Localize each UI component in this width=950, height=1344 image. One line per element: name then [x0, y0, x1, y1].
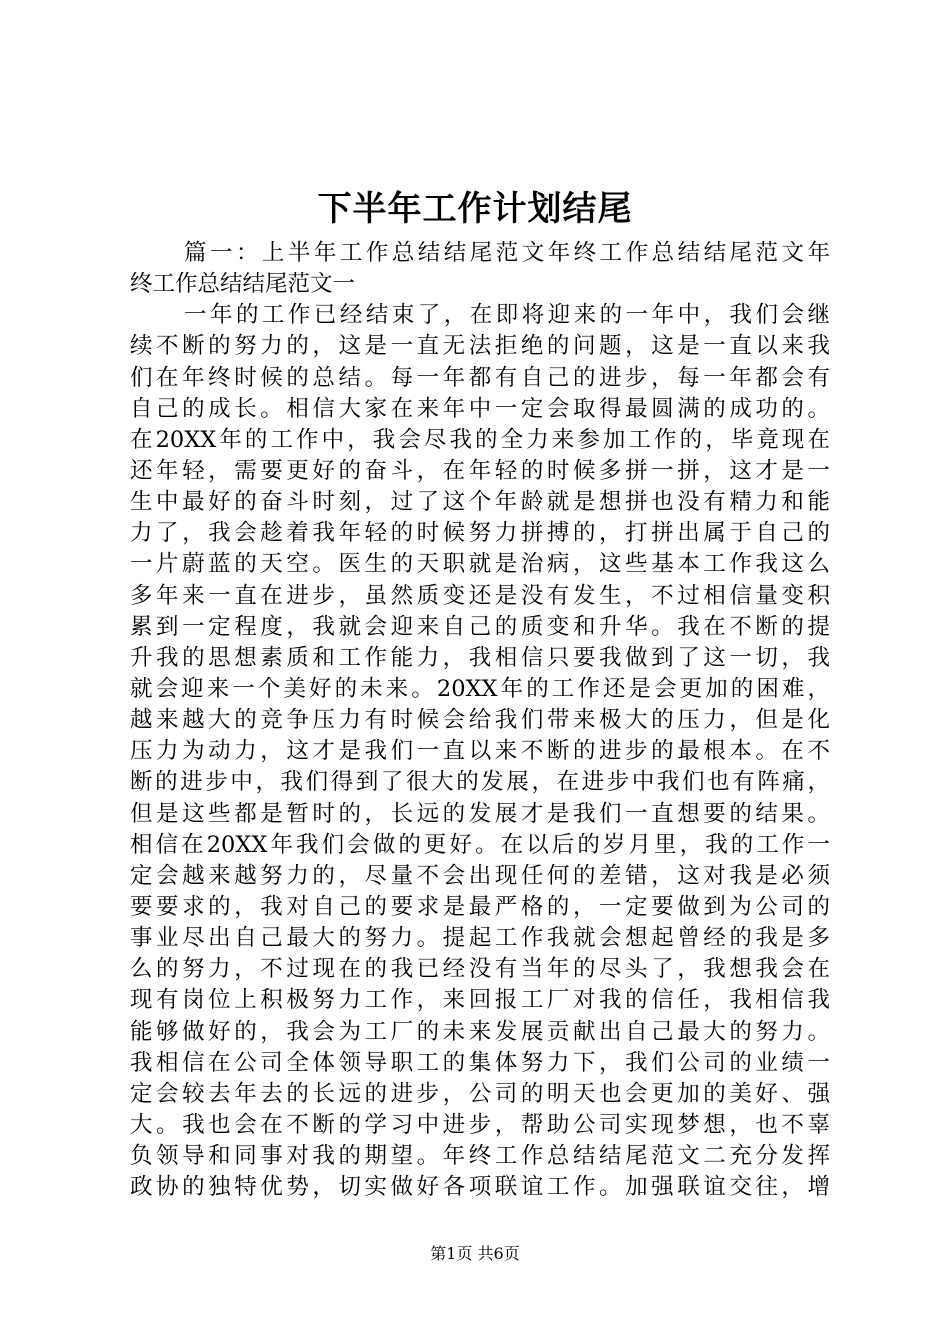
- body-line: 但是这些都是暂时的，长远的发展才是我们一直想要的结果。: [130, 800, 830, 827]
- body-line: 现有岗位上积极努力工作，来回报工厂对我的信任，我相信我: [130, 987, 830, 1014]
- body-line: 篇一：上半年工作总结结尾范文年终工作总结结尾范文年: [184, 240, 830, 266]
- page-footer: 第1页 共6页: [430, 1244, 520, 1263]
- body-line: 么的努力，不过现在的我已经没有当年的尽头了，我想我会在: [130, 956, 830, 983]
- body-line: 终工作总结结尾范文一: [130, 271, 356, 298]
- body-line: 生中最好的奋斗时刻，过了这个年龄就是想拼也没有精力和能: [130, 489, 830, 516]
- body-line: 政协的独特优势，切实做好各项联谊工作。加强联谊交往，增: [130, 1174, 830, 1201]
- body-line: 大。我也会在不断的学习中进步，帮助公司实现梦想，也不辜: [130, 1111, 830, 1138]
- body-line: 一年的工作已经结束了，在即将迎来的一年中，我们会继: [184, 302, 830, 329]
- body-line: 力了，我会趁着我年轻的时候努力拼搏的，打拼出属于自己的: [130, 520, 830, 547]
- body-line: 自己的成长。相信大家在来年中一定会取得最圆满的成功的。: [130, 395, 830, 422]
- body-line: 多年来一直在进步，虽然质变还是没有发生，不过相信量变积: [130, 582, 830, 609]
- body-line: 一片蔚蓝的天空。医生的天职就是治病，这些基本工作我这么: [130, 551, 830, 578]
- body-line: 们在年终时候的总结。每一年都有自己的进步，每一年都会有: [130, 364, 830, 391]
- body-line: 累到一定程度，我就会迎来自己的质变和升华。我在不断的提: [130, 613, 830, 640]
- body-line: 负领导和同事对我的期望。年终工作总结结尾范文二充分发挥: [130, 1143, 830, 1170]
- body-line: 断的进步中，我们得到了很大的发展，在进步中我们也有阵痛，: [130, 769, 830, 796]
- body-line: 升我的思想素质和工作能力，我相信只要我做到了这一切，我: [130, 644, 830, 671]
- body-line: 就会迎来一个美好的未来。20XX年的工作还是会更加的困难，: [130, 675, 830, 702]
- body-line: 能够做好的，我会为工厂的未来发展贡献出自己最大的努力。: [130, 1018, 830, 1045]
- document-body: [130, 238, 830, 1203]
- body-line: 压力为动力，这才是我们一直以来不断的进步的最根本。在不: [130, 738, 830, 765]
- body-line: 定会较去年去的长远的进步，公司的明天也会更加的美好、强: [130, 1080, 830, 1107]
- document-title: 下半年工作计划结尾: [317, 189, 633, 229]
- body-line: 要要求的，我对自己的要求是最严格的，一定要做到为公司的: [130, 893, 830, 920]
- body-line: 续不断的努力的，这是一直无法拒绝的问题，这是一直以来我: [130, 333, 830, 360]
- body-line: 定会越来越努力的，尽量不会出现任何的差错，这对我是必须: [130, 862, 830, 889]
- body-line: 相信在20XX年我们会做的更好。在以后的岁月里，我的工作一: [130, 831, 830, 858]
- body-line: 越来越大的竞争压力有时候会给我们带来极大的压力，但是化: [130, 707, 830, 734]
- body-line: 我相信在公司全体领导职工的集体努力下，我们公司的业绩一: [130, 1049, 830, 1076]
- body-line: 还年轻，需要更好的奋斗，在年轻的时候多拼一拼，这才是一: [130, 457, 830, 484]
- body-line: 事业尽出自己最大的努力。提起工作我就会想起曾经的我是多: [130, 925, 830, 952]
- body-line: 在20XX年的工作中，我会尽我的全力来参加工作的，毕竟现在: [130, 426, 830, 453]
